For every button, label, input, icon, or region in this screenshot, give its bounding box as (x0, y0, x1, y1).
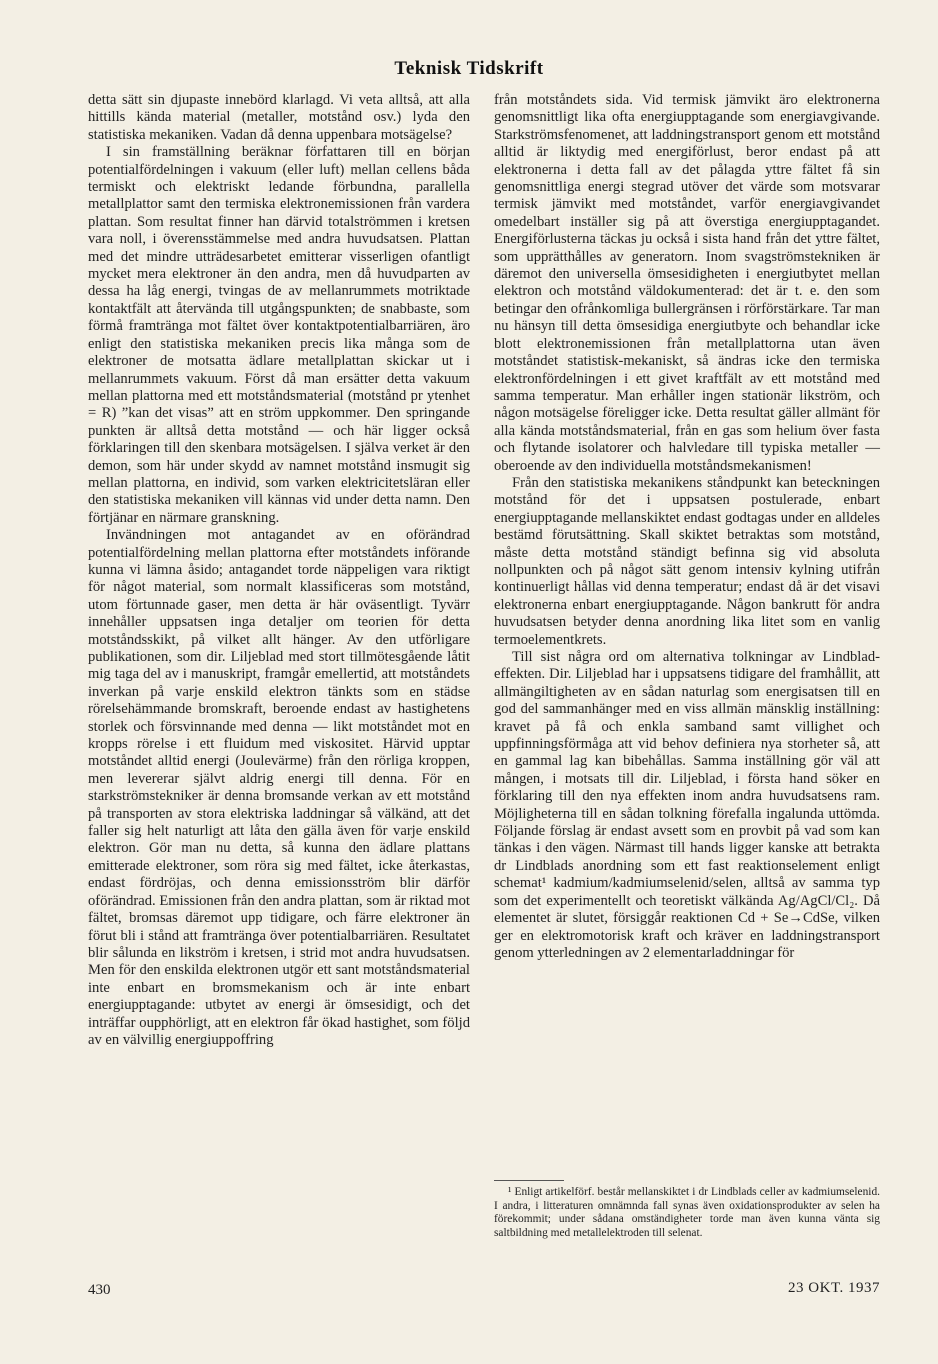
paragraph: Från den statistiska mekanikens ståndpunkt kan beteckningen motstånd för det i uppsatsen postulerade, enbart energiupptagande mellanskiktet endast godtagas under en alldeles bestämd förutsättning. Skall skiktet betraktas som motstånd, måste detta motstånd ständigt befinna sig vid absoluta nollpunkten och på något sätt genom intensiv kylning utifrån kontinuerligt hållas vid denna temperatur; endast då är det visavi elektronerna enbart energiupptagande. Någon bankrutt för andra huvudsatsen betyder denna anordning lika litet som en vanlig termoelementkrets. (494, 474, 880, 648)
left-text-column (88, 92, 470, 1049)
footnote-divider (494, 1180, 564, 1181)
page-number: 430 (88, 1282, 111, 1298)
paragraph: Till sist några ord om alternativa tolkningar av Lindblad-effekten. Dir. Liljeblad har i uppsatsens tidigare del framhållit, att allmängiltigheten av en sådan naturlag som energisatsen till en god del sammanhänger med en viss allmän mänsklig inställning: kravet på få och enkla samband samt villighet och uppfinningsförmåga att vid behov definiera nya storheter så, att en gammal lag kan bibehållas. Samma inställning gör väl att mången, i motsats till dir. Liljeblad, i första hand söker en förklaring till den nya effekten inom andra huvudsatsens ram. Möjligheterna till en sådan tolkning förefalla ingalunda uttömda. Följande förslag är endast avsett som en provbit på vad som kan tänkas i den vägen. Närmast till hands ligger kanske att betrakta dr Lindblads anordning som ett fast reaktionselement enligt schemat¹ kadmium/kadmiumselenid/selen, alltså av samma typ som det experimentellt och teoretiskt välkända Ag/AgCl/Cl₂. Då elementet är slutet, försiggår reaktionen Cd + Se→CdSe, vilken ger en elektromotorisk kraft och kräver en laddningstransport genom ytterledningen av 2 elementarladdningar för (494, 649, 880, 961)
paragraph: I sin framställning beräknar författaren till en början potentialfördelningen i vakuum (eller luft) mellan cellens båda termiskt och elektriskt ledande förbundna, parallella metallplattor samt den termiska elektronemissionen från vardera plattan. Som resultat finner han därvid totalströmmen i kretsen vara noll, i överensstämmelse med andra huvudsatsen. Plattan med det mindre utträdesarbetet emitterar visserligen ofantligt mycket mera elektroner än den andra, men då huvudparten av dessa ha låg energi, tvingas de av mellanrummets motriktade kontaktfält att återvända till utgångspunkten; de snabbaste, som förmå framtränga mot fältet över kontaktpotentialbarriären, äro enligt den statistiska mekaniken precis lika många som de elektroner de motsatta ädlare metallplattan skickar ut i mellanrummets vakuum. Först då man ersätter detta vakuum mellan plattorna med ett motståndsmaterial (motstånd pr ytenhet = R) ”kan det visas” att en ström uppkommer. Den springande punkten är alltså detta motstånd — och här ligger också förklaringen till den skenbara motsägelsen. I själva verket är den demon, som här under skydd av namnet motstånd insmugit sig mellan plattorna, en individ, som varken elektricitetsläran eller den statistiska mekaniken vill kännas vid under detta namn. Den förtjänar en närmare granskning. (88, 144, 470, 526)
paragraph: Invändningen mot antagandet av en oförändrad potentialfördelning mellan plattorna efter motståndets införande kunna vi lämna åsido; antagandet torde näppeligen vara riktigt för något material, som normalt klassificeras som motstånd, utom förtunnade gaser, men detta är här oväsentligt. Tyvärr innehåller uppsatsen inga detaljer om teorien för detta motståndsskikt, på vilket allt hänger. Av den utförligare publikationen, som dir. Liljeblad med stort tillmötesgående låtit mig taga del av i manuskript, framgår emellertid, att motståndets inverkan på varje enskild elektron tänkts som en städse rörelsehämmande bromskraft, beroende endast av hastighetens storlek och försvinnande med denna — likt motståndet mot en kropps rörelse i ett fluidum med viskositet. Härvid upptar motståndet alltid energi (Joulevärme) från den rörliga kroppen, men levererar självt aldrig energi till denna. För en starkströmstekniker är denna bromsande verkan av ett motstånd på transporten av stora elektriska laddningar så välkänd, att det faller sig helt naturligt att låta den gälla även för varje enskild elektron. Gör man nu detta, så kunna den ädlare plattans emitterade elektroner, som röra sig med fältet, icke återkastas, endast fördröjas, och denna emissionsström blir därför oförändrad. Emissionen från den andra plattan, som är riktad mot fältet, bromsas däremot upp tidigare, och färre elektroner än förut bli i stånd att framtränga över potentialbarriären. Resultatet blir sålunda en likström i kretsen, i strid mot andra huvudsatsen. Men för den enskilda elektronen utgör ett sant motståndsmaterial inte enbart en bromsmekanism och är inte enbart energiupptagande: utbytet av energi är ömsesidigt, och det inträffar oupphörligt, att en elektron får ökad hastighet, som följd av en välvillig energiuppoffring (88, 527, 470, 1048)
journal-title: Teknisk Tidskrift (394, 58, 544, 79)
right-text-column (494, 92, 880, 962)
issue-date: 23 OKT. 1937 (788, 1280, 880, 1296)
footnote (494, 1186, 880, 1240)
footnote-text: ¹ Enligt artikelförf. består mellanskiktet i dr Lindblads celler av kadmiumselenid. I andra, i litteraturen omnämnda fall synas även oxidationsprodukter av selen ha förekommit; under sådana omständigheter torde man även kunna vänta sig saltbildning med metallelektroden till selenat. (494, 1186, 880, 1239)
paragraph: detta sätt sin djupaste innebörd klarlagd. Vi veta alltså, att alla hittills kända material (metaller, motstånd osv.) lyda den statistiska mekaniken. Vadan då denna uppenbara motsägelse? (88, 92, 470, 143)
paragraph: från motståndets sida. Vid termisk jämvikt äro elektronerna genomsnittligt lika ofta energiupptagande som energiavgivande. Starkströmsfenomenet, att laddningstransport genom ett motstånd alltid är liktydig med energiförlust, beror endast på att elektronerna i detta fall av det pålagda yttre fältet få sin genomsnittliga energi stegrad utöver det värde som motsvarar termisk jämvikt med motståndet, varför energiavgivandet omedelbart inställer sig på att överstiga energiupptagandet. Energiförlusterna täckas ju också i sista hand från det yttre fältet, som upprätthålles av generatorn. Inom svagströmstekniken är däremot den universella ömsesidigheten i energiutbytet mellan elektron och motstånd väldokumenterad: det är t. e. den som betingar den ofrånkomliga bullergränsen i rörförstärkare. Tar man nu hänsyn till detta ömsesidiga energiutbyte och behandlar icke blott elektronemissionen från metallplattorna utan även motståndet statistisk-mekaniskt, så ändras icke den termiska elektronfördelningen i ett givet kraftfält av ett motstånd med samma temperatur. Man erhåller ingen stationär likström, och någon motsägelse föreligger icke. Detta resultat gäller allmänt för alla kända motståndsmaterial, från en gas som helium över fasta och flytande isolatorer och halvledare till typiska metaller — oberoende av den individuella motståndsmekanismen! (494, 92, 880, 474)
